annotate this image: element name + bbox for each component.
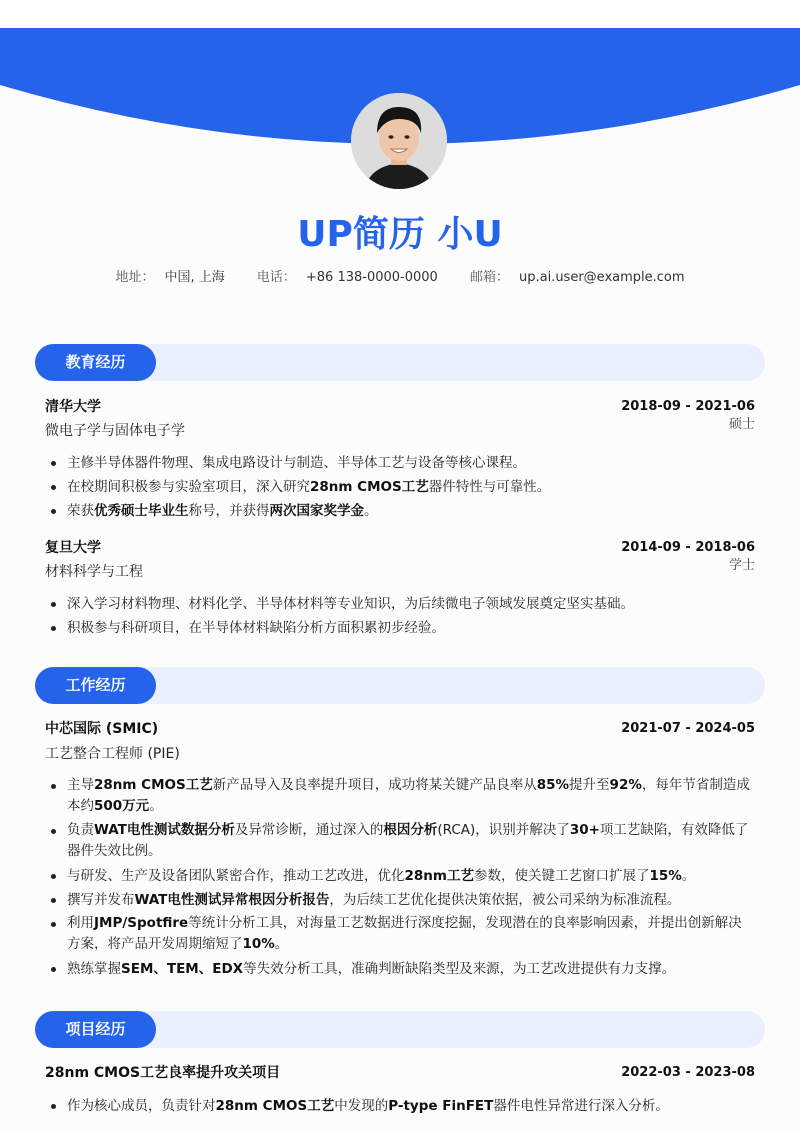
phone-value: +86 138-0000-0000	[305, 270, 438, 285]
major: 材料科学与工程	[45, 564, 143, 580]
projects-section-title: 项目经历	[35, 1011, 156, 1048]
phone-label: 电话：	[256, 270, 296, 285]
list-item: 利用JMP/Spotfire等统计分析工具，对海量工艺数据进行深度挖掘，发现潜在的良率影响因素，并提出创新解决方案，将产品开发周期缩短了10%。	[67, 913, 755, 955]
address-label: 地址：	[115, 270, 155, 285]
work-entry-header	[45, 719, 755, 739]
project-bullets	[45, 1095, 755, 1119]
education-date: 2018-09 - 2021-06	[621, 399, 755, 414]
list-item: 熟练掌握SEM、TEM、EDX等失效分析工具，准确判断缺陷类型及来源，为工艺改进提供有力支撑。	[67, 958, 755, 980]
list-item: 荣获优秀硕士毕业生称号，并获得两次国家奖学金。	[67, 500, 755, 522]
degree: 学士	[728, 558, 755, 573]
company-name: 中芯国际 (SMIC)	[45, 721, 159, 737]
contact-info	[0, 268, 800, 288]
candidate-name: UP简历 小U	[297, 214, 503, 255]
address-item	[115, 270, 224, 285]
education-section-title: 教育经历	[35, 344, 156, 381]
work-bullets	[45, 775, 755, 982]
education-date: 2014-09 - 2018-06	[621, 540, 755, 555]
list-item: 与研发、生产及设备团队紧密合作，推动工艺改进，优化28nm工艺参数，使关键工艺窗口扩展了15%。	[67, 865, 755, 887]
work-section-title: 工作经历	[35, 667, 156, 704]
top-margin	[0, 0, 800, 28]
education-entry-header	[45, 538, 755, 558]
education-bullets	[45, 452, 755, 524]
address-value: 中国, 上海	[164, 270, 225, 285]
work-date: 2021-07 - 2024-05	[621, 721, 755, 736]
avatar-portrait-icon	[351, 93, 447, 189]
education-bullets	[45, 593, 755, 641]
list-item: 主导28nm CMOS工艺新产品导入及良率提升项目，成功将某关键产品良率从85%提升至92%，每年节省制造成本约500万元。	[67, 775, 755, 817]
school-name: 清华大学	[45, 399, 101, 415]
project-date: 2022-03 - 2023-08	[621, 1065, 755, 1080]
major: 微电子学与固体电子学	[45, 423, 185, 439]
list-item: 撰写并发布WAT电性测试异常根因分析报告，为后续工艺优化提供决策依据，被公司采纳为标准流程。	[67, 889, 755, 911]
avatar	[351, 93, 447, 189]
project-entry-header	[45, 1063, 755, 1083]
work-section-header	[35, 667, 765, 704]
list-item: 积极参与科研项目，在半导体材料缺陷分析方面积累初步经验。	[67, 617, 755, 639]
email-label: 邮箱：	[469, 270, 509, 285]
list-item: 作为核心成员，负责针对28nm CMOS工艺中发现的P-type FinFET器件电性异常进行深入分析。	[67, 1095, 755, 1117]
job-role: 工艺整合工程师 (PIE)	[45, 746, 180, 762]
education-entry-header	[45, 397, 755, 417]
education-section-header	[35, 344, 765, 381]
list-item: 在校期间积极参与实验室项目，深入研究28nm CMOS工艺器件特性与可靠性。	[67, 476, 755, 498]
email-item	[470, 270, 685, 285]
email-value: up.ai.user@example.com	[518, 270, 685, 285]
school-name: 复旦大学	[45, 540, 101, 556]
degree: 硕士	[728, 417, 755, 432]
projects-section-header	[35, 1011, 765, 1048]
project-name: 28nm CMOS工艺良率提升攻关项目	[45, 1065, 281, 1081]
list-item: 负责WAT电性测试数据分析及异常诊断，通过深入的根因分析(RCA)，识别并解决了30+项工艺缺陷，有效降低了器件失效比例。	[67, 820, 755, 862]
phone-item	[257, 270, 438, 285]
list-item: 深入学习材料物理、材料化学、半导体材料等专业知识，为后续微电子领域发展奠定坚实基础。	[67, 593, 755, 615]
list-item: 主修半导体器件物理、集成电路设计与制造、半导体工艺与设备等核心课程。	[67, 452, 755, 474]
